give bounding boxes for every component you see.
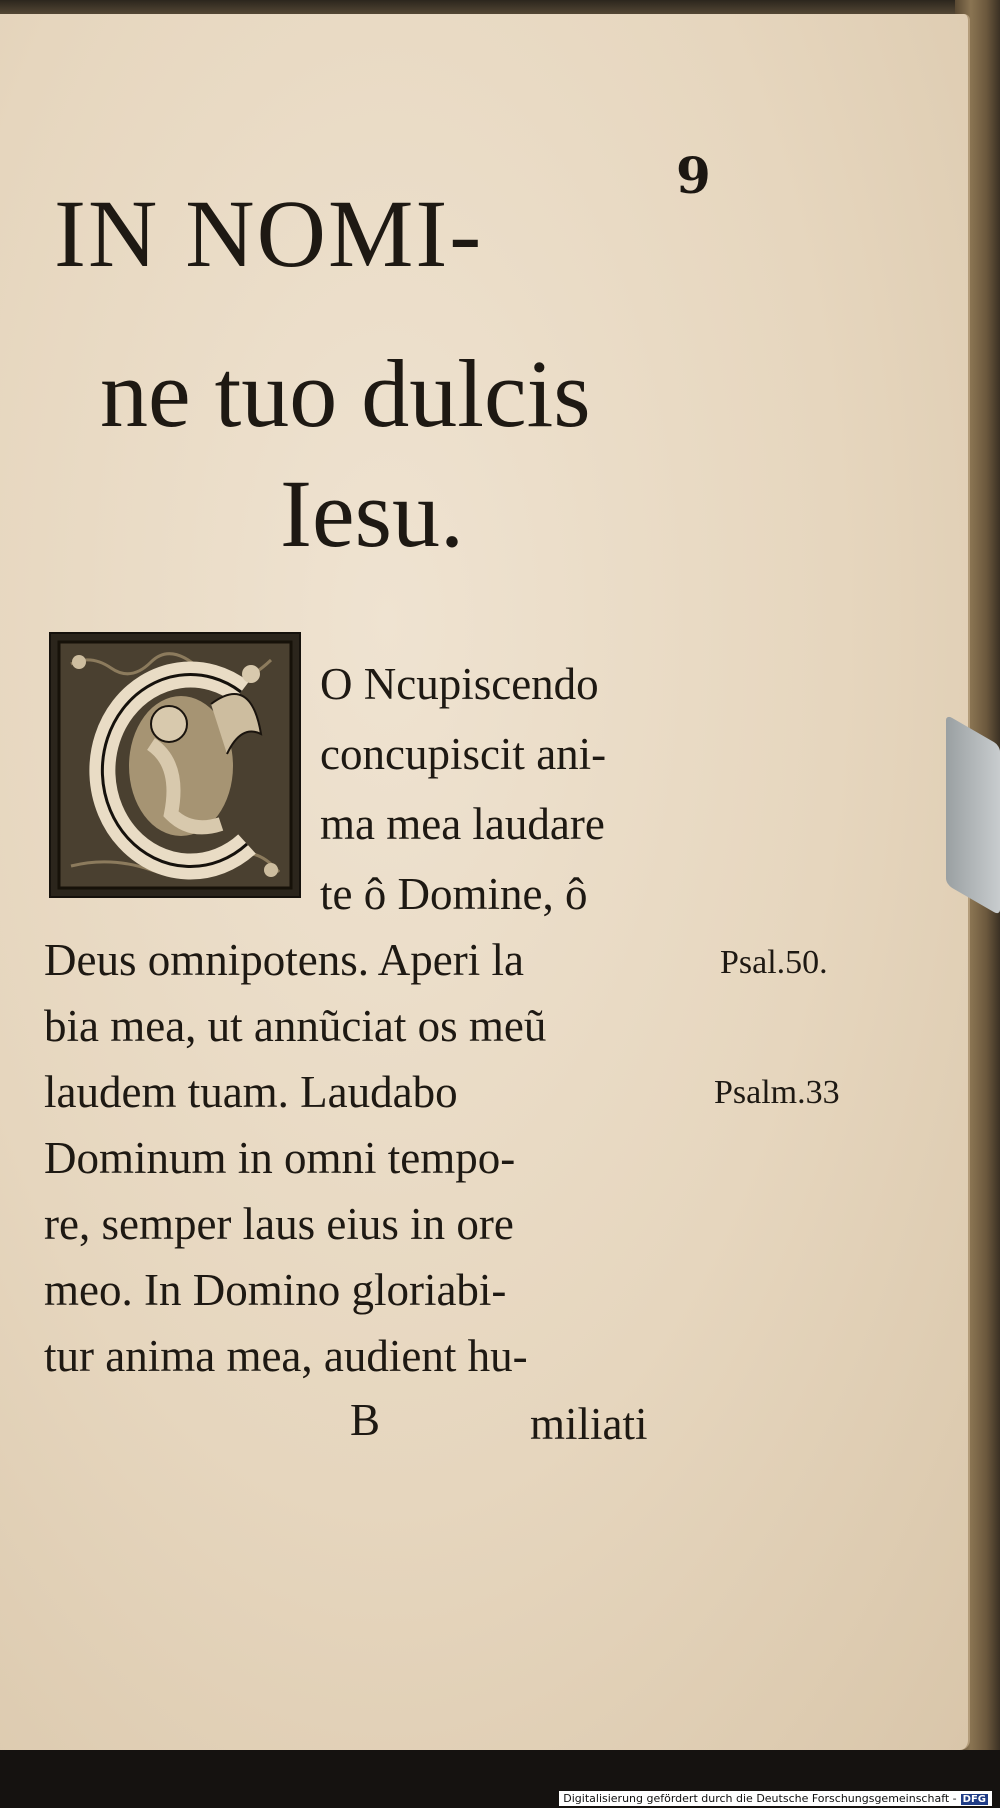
dfg-logo: DFG (962, 1794, 986, 1805)
text-line: laudem tuam. Laudabo (44, 1067, 458, 1117)
title-line-3: Iesu. (280, 460, 464, 567)
text-line: bia mea, ut annũciat os meũ (44, 1001, 547, 1051)
woodcut-initial-c-image (51, 634, 299, 896)
text-line: te ô Domine, ô (320, 869, 588, 919)
bottom-bar (0, 1750, 1000, 1808)
text-line: Deus omnipotens. Aperi la (44, 935, 524, 985)
credit-text: Digitalisierung gefördert durch die Deutsche Forschungsgemeinschaft - (563, 1792, 957, 1805)
decorated-initial-c (49, 632, 301, 898)
text-line: Dominum in omni tempo- (44, 1133, 516, 1183)
signature-mark: B (350, 1395, 381, 1445)
title-line-2: ne tuo dulcis (100, 340, 591, 447)
page-tab-marker (946, 714, 1000, 915)
text-line: ma mea laudare (320, 799, 605, 849)
margin-note-psalm-33: Psalm.33 (714, 1074, 840, 1111)
digitization-credit (559, 1791, 992, 1806)
catchword: miliati (530, 1399, 648, 1449)
text-line: tur anima mea, audient hu- (44, 1331, 528, 1381)
book-page (0, 14, 970, 1750)
text-line: concupiscit ani- (320, 729, 607, 779)
text-line: meo. In Domino gloriabi- (44, 1265, 507, 1315)
text-line: O Ncupiscendo (320, 659, 599, 709)
title-line-1: IN NOMI- (54, 180, 484, 287)
page-number: 9 (676, 146, 711, 205)
text-line: re, semper laus eius in ore (44, 1199, 514, 1249)
margin-note-psalm-50: Psal.50. (720, 944, 828, 981)
